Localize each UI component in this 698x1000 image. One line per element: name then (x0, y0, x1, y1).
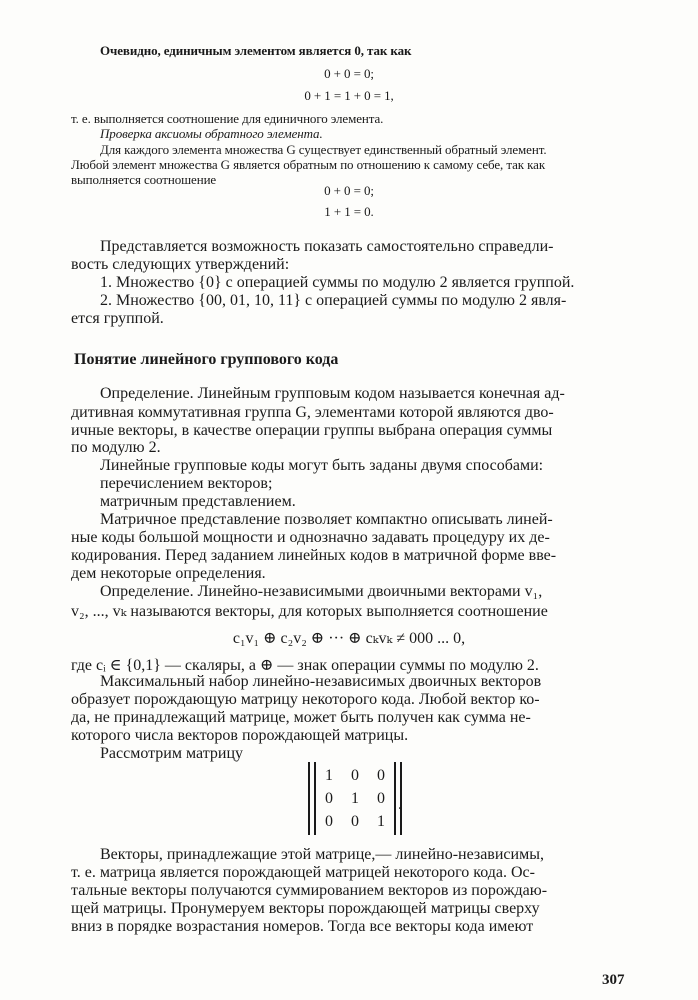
text-line: Матричное представление позволяет компактно описывать линей- (100, 511, 553, 528)
page-number: 307 (602, 972, 625, 988)
text-line: Определение. Линейно-независимыми двоичными векторами v₁, (100, 583, 543, 600)
formula: 0 + 0 = 0; (324, 66, 374, 81)
matrix-cell: 1 (325, 767, 333, 784)
matrix-cell: 0 (377, 790, 385, 807)
text-line: 2. Множество {00, 01, 10, 11} с операцией суммы по модулю 2 явля- (100, 292, 567, 309)
text-line: ные коды большой мощности и однозначно задавать процедуру их де- (71, 529, 550, 546)
text-line: по модулю 2. (71, 439, 161, 456)
formula: c₁v₁ ⊕ c₂v₂ ⊕ ··· ⊕ cₖvₖ ≠ 000 ... 0, (232, 630, 466, 647)
text-line: дитивная коммутативная группа G, элементами которой являются дво- (71, 404, 554, 421)
matrix-cell: 0 (351, 767, 359, 784)
text-line: щей матрицы. Пронумеруем векторы порождающей матрицы сверху (71, 900, 540, 917)
matrix-cell: 0 (325, 813, 333, 830)
text-line: Максимальный набор линейно-независимых двоичных векторов (100, 673, 542, 690)
text-line: Линейные групповые коды могут быть заданы двумя способами: (100, 457, 544, 474)
text-line: Векторы, принадлежащие этой матрице,— линейно-независимы, (100, 846, 544, 863)
matrix-cell: 0 (351, 813, 359, 830)
formula: 1 + 1 = 0. (324, 204, 374, 219)
text-line: выполняется соотношение (71, 172, 217, 187)
text-line: кодирования. Перед заданием линейных кодов в матричной форме вве- (71, 547, 557, 564)
text-line: Рассмотрим матрицу (100, 745, 244, 762)
text-line: Любой элемент множества G является обратным по отношению к самому себе, так как (71, 157, 546, 172)
identity-matrix (308, 762, 402, 835)
text-line: образует порождающую матрицу некоторого кода. Любой вектор ко- (71, 691, 540, 708)
text-line: 1. Множество {0} с операцией суммы по модулю 2 является группой. (100, 274, 575, 291)
matrix-row (316, 764, 394, 787)
matrix-row (316, 787, 394, 810)
text-line: Для каждого элемента множества G существует единственный обратный элемент. (100, 142, 547, 157)
text-line: вость следующих утверждений: (71, 256, 290, 273)
text-line: Определение. Линейным групповым кодом называется конечная ад- (100, 385, 565, 402)
matrix-cell: 1 (351, 790, 359, 807)
text-line: Представляется возможность показать самостоятельно справедли- (100, 238, 554, 255)
text-line: перечислением векторов; (100, 475, 273, 492)
text-line: т. е. выполняется соотношение для единичного элемента. (71, 111, 384, 126)
text-line: матричным представлением. (100, 493, 296, 510)
text-line: дем некоторые определения. (71, 565, 266, 582)
formula: 0 + 0 = 0; (324, 183, 374, 198)
text-line: Проверка аксиомы обратного элемента. (100, 126, 323, 141)
text-line: Очевидно, единичным элементом является 0, так как (100, 43, 412, 58)
section-heading: Понятие линейного группового кода (74, 351, 339, 368)
text-line: где cᵢ ∈ {0,1} — скаляры, а ⊕ — знак операции суммы по модулю 2. (71, 657, 539, 674)
matrix-period: . (398, 796, 402, 813)
matrix-row (316, 810, 394, 833)
text-line: т. е. матрица является порождающей матрицей некоторого кода. Ос- (71, 864, 535, 881)
text-line: тальные векторы получаются суммированием векторов из порождаю- (71, 882, 548, 899)
matrix-cell: 0 (325, 790, 333, 807)
matrix-cell: 0 (377, 767, 385, 784)
text-line: ичные векторы, в качестве операции группы выбрана операция суммы (71, 422, 553, 439)
text-line: которого числа векторов порождающей матрицы. (71, 727, 409, 744)
text-line: вниз в порядке возрастания номеров. Тогда все векторы кода имеют (71, 918, 534, 935)
text-line: v₂, ..., vₖ называются векторы, для которых выполняется соотношение (71, 603, 548, 620)
text-line: ется группой. (71, 310, 164, 327)
formula: 0 + 1 = 1 + 0 = 1, (304, 88, 394, 103)
text-line: да, не принадлежащий матрице, может быть получен как сумма не- (71, 709, 531, 726)
matrix-cell: 1 (377, 813, 385, 830)
